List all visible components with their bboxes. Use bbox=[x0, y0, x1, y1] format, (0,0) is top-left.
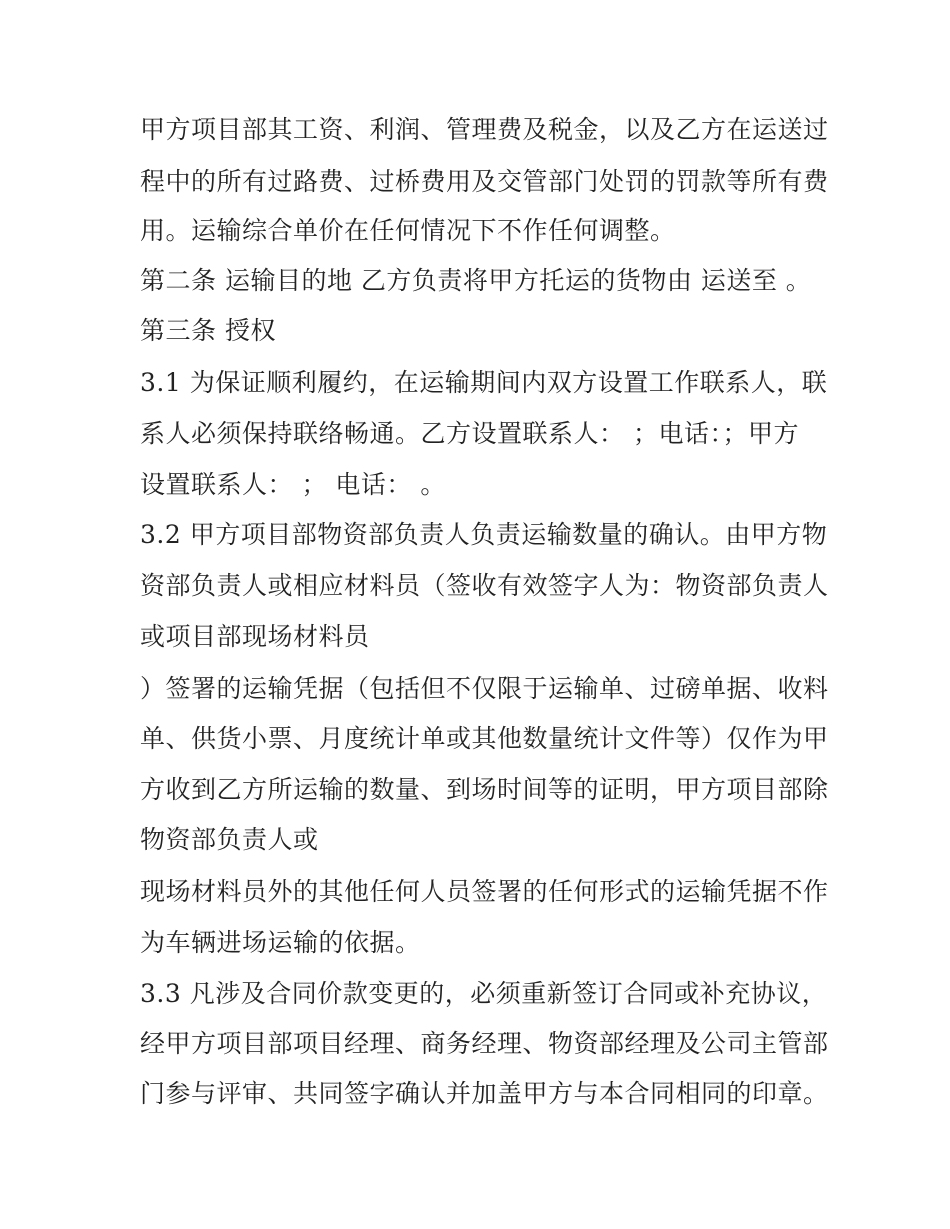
text-line: 现场材料员外的其他任何人员签署的任何形式的运输凭据不作 bbox=[140, 877, 829, 906]
text-line: 资部负责人或相应材料员（签收有效签字人为：物资部负责人 bbox=[140, 571, 829, 600]
article-three-heading: 第三条 授权 bbox=[140, 316, 276, 345]
text-line: 单、供货小票、月度统计单或其他数量统计文件等）仅作为甲 bbox=[140, 724, 829, 753]
text-line: 物资部负责人或 bbox=[140, 825, 319, 854]
text-line: 设置联系人： ； 电话： 。 bbox=[140, 470, 446, 499]
text-line: 方收到乙方所运输的数量、到场时间等的证明，甲方项目部除 bbox=[140, 775, 829, 804]
text-line: 或项目部现场材料员 bbox=[140, 622, 370, 651]
text-line: 为车辆进场运输的依据。 bbox=[140, 928, 421, 957]
clause-3-1-line: 3.1 为保证顺利履约，在运输期间内双方设置工作联系人，联 bbox=[140, 368, 828, 397]
article-two-line: 第二条 运输目的地 乙方负责将甲方托运的货物由 运送至 。 bbox=[140, 266, 812, 295]
clause-3-3-line: 3.3 凡涉及合同价款变更的，必须重新签订合同或补充协议， bbox=[140, 979, 828, 1008]
clause-3-2-line: 3.2 甲方项目部物资部负责人负责运输数量的确认。由甲方物 bbox=[140, 520, 828, 549]
text-line: 门参与评审、共同签字确认并加盖甲方与本合同相同的印章。 bbox=[140, 1079, 829, 1108]
text-line: 程中的所有过路费、过桥费用及交管部门处罚的罚款等所有费 bbox=[140, 167, 829, 196]
text-line: ）签署的运输凭据（包括但不仅限于运输单、过磅单据、收料 bbox=[140, 674, 829, 703]
text-line: 经甲方项目部项目经理、商务经理、物资部经理及公司主管部 bbox=[140, 1029, 829, 1058]
text-line: 甲方项目部其工资、利润、管理费及税金，以及乙方在运送过 bbox=[140, 115, 829, 144]
text-line: 系人必须保持联络畅通。乙方设置联系人： ；电话：；甲方 bbox=[140, 419, 799, 448]
text-line: 用。运输综合单价在任何情况下不作任何调整。 bbox=[140, 216, 676, 245]
